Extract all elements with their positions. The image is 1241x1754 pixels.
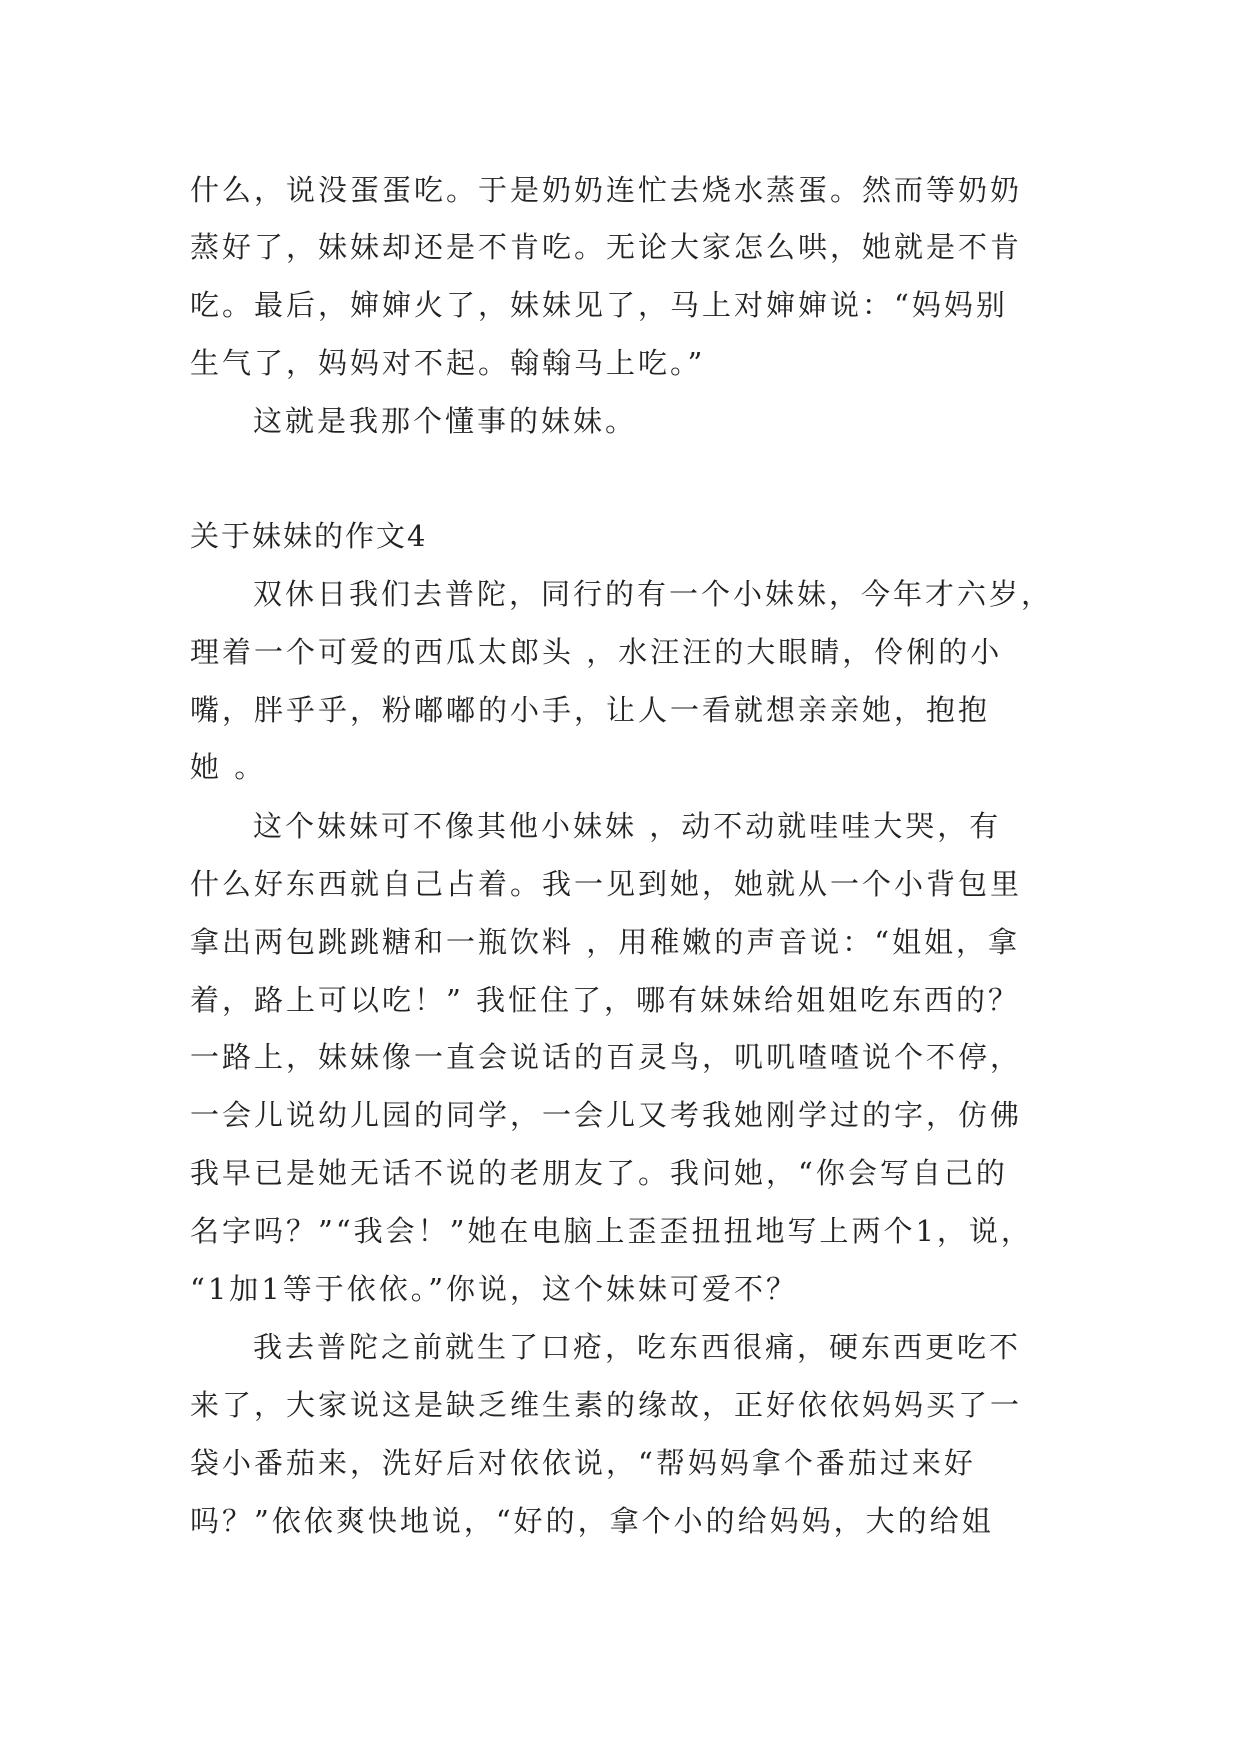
text-line: 一路上，妹妹像一直会说话的百灵鸟，叽叽喳喳说个不停， [190, 1040, 1023, 1074]
text-line: 吃。最后，婶婶火了，妹妹见了，马上对婶婶说：“妈妈别 [190, 288, 1008, 322]
text-line: 什么好东西就自己占着。我一见到她，她就从一个小背包里 [190, 867, 1023, 901]
text-line: 我早已是她无话不说的老朋友了。我问她，“你会写自己的 [190, 1156, 1008, 1190]
text-line: 蒸好了，妹妹却还是不肯吃。无论大家怎么哄，她就是不肯 [190, 230, 1023, 264]
text-line: 嘴，胖乎乎，粉嘟嘟的小手，让人一看就想亲亲她，抱抱 [190, 693, 991, 727]
text-line: 袋小番茄来，洗好后对依依说，“帮妈妈拿个番茄过来好 [190, 1446, 976, 1480]
section-heading: 关于妹妹的作文4 [190, 519, 428, 553]
paragraph-start: 我去普陀之前就生了口疮，吃东西很痛，硬东西更吃不 [253, 1330, 1022, 1364]
text-line: 生气了，妈妈对不起。翰翰马上吃。” [190, 346, 706, 380]
text-line: 拿出两包跳跳糖和一瓶饮料 ，用稚嫩的声音说：“姐姐，拿 [190, 925, 1021, 959]
text-line: 她 。 [190, 750, 267, 784]
text-line: 理着一个可爱的西瓜太郎头 ，水汪汪的大眼睛，伶俐的小 [190, 635, 1003, 669]
text-line: 这就是我那个懂事的妹妹。 [253, 404, 638, 438]
text-line: 吗？”依依爽快地说，“好的，拿个小的给妈妈，大的给姐 [190, 1504, 994, 1538]
text-line: 着，路上可以吃！” 我怔住了，哪有妹妹给姐姐吃东西的？ [190, 983, 1021, 1017]
paragraph-start: 这个妹妹可不像其他小妹妹 ，动不动就哇哇大哭，有 [253, 809, 1002, 843]
text-line: “1加1等于依依。”你说，这个妹妹可爱不？ [190, 1272, 799, 1306]
text-line: 什么，说没蛋蛋吃。于是奶奶连忙去烧水蒸蛋。然而等奶奶 [190, 173, 1023, 207]
text-line: 一会儿说幼儿园的同学，一会儿又考我她刚学过的字，仿佛 [190, 1098, 1023, 1132]
text-line: 名字吗？”“我会！”她在电脑上歪歪扭扭地写上两个1，说， [190, 1214, 1033, 1248]
text-line: 来了，大家说这是缺乏维生素的缘故，正好依依妈妈买了一 [190, 1388, 1023, 1422]
paragraph-start: 双休日我们去普陀，同行的有一个小妹妹，今年才六岁， [253, 577, 1054, 611]
